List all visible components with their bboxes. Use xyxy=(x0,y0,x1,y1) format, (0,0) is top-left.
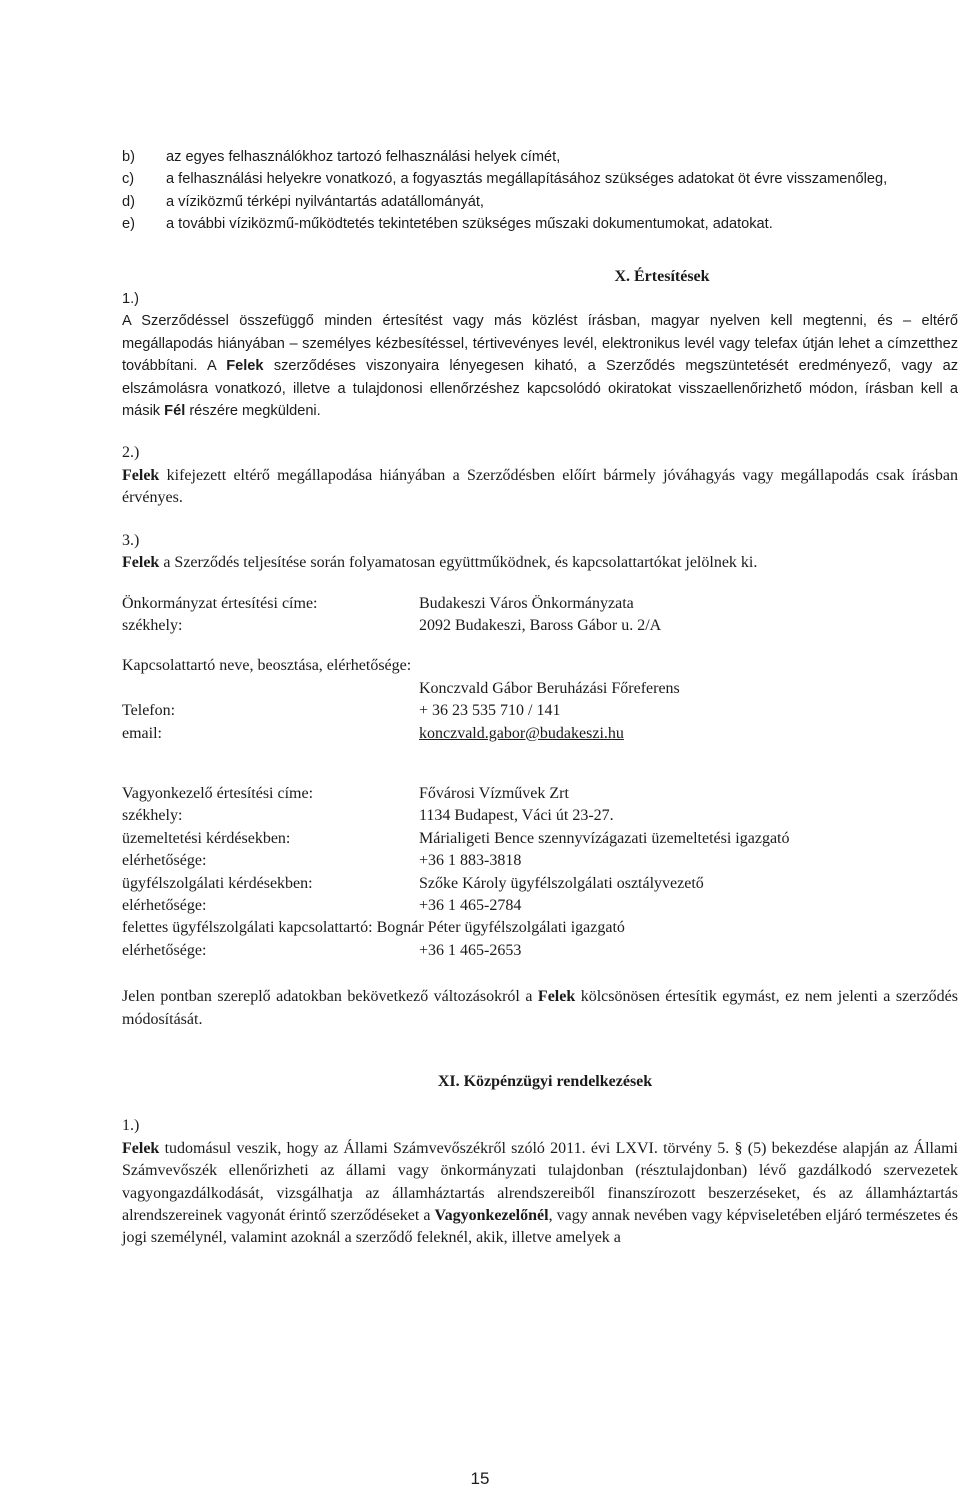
enumerated-list xyxy=(122,146,958,236)
party-term: Felek xyxy=(226,358,264,375)
section-x-item-2-number: 2.) xyxy=(122,444,140,462)
list-text: a felhasználási helyekre vonatkozó, a fogyasztás megállapításához szükséges adatokat öt évre visszamenőleg, xyxy=(166,171,888,188)
list-item xyxy=(122,213,958,235)
party-term: Felek xyxy=(537,988,576,1006)
onkormanyzat-contact-block xyxy=(122,593,958,638)
list-marker: e) xyxy=(122,216,135,233)
page-number: 15 xyxy=(470,1469,490,1488)
list-item xyxy=(122,191,958,213)
contact-row xyxy=(122,783,958,805)
contact-label: Önkormányzat értesítési címe: xyxy=(122,594,318,612)
contact-value: +36 1 465-2784 xyxy=(419,896,522,914)
contact-value: 2092 Budakeszi, Baross Gábor u. 2/A xyxy=(419,616,662,634)
section-xi-item-1-text: Felek tudomásul veszik, hogy az Állami Számvevőszékről szóló 2011. évi LXVI. törvény 5. § (5) bekezdése alapján az Állami Számvevőszék ellenőrizheti az állami vagy önkormányzati tulajdonban (résztulajdonban) lévő gazdálkodó szervezetek vagyongazdálkodását, vizsgálhatja az államháztartás alrendszereiből finanszírozott beszerzéseket, és az államháztartás alrendszereinek vagyonát érintő szerződéseket a Vagyonkezelőnél, vagy annak nevében vagy képviseletében eljáró természetes és jogi személynél, valamint azoknál a szerződő feleknél, akik, illetve amelyek a xyxy=(122,1139,959,1247)
party-term: Felek xyxy=(122,1139,160,1157)
change-notice-paragraph: Jelen pontban szereplő adatokban bekövetkező változásokról a Felek kölcsönösen értesítik egymást, ez nem jelenti a szerződés módosítását. xyxy=(122,988,959,1028)
section-xi-item-1-number: 1.) xyxy=(122,1117,140,1135)
contact-title: Kapcsolattartó neve, beosztása, elérhetősége: xyxy=(122,657,412,675)
list-item xyxy=(122,146,958,168)
contact-label: Vagyonkezelő értesítési címe: xyxy=(122,784,314,802)
contact-row xyxy=(122,805,958,827)
contact-row xyxy=(122,700,958,722)
section-x-item-3-text: Felek a Szerződés teljesítése során folyamatosan együttműködnek, és kapcsolattartókat jelölnek ki. xyxy=(122,554,758,572)
contact-row xyxy=(122,895,958,917)
contact-label: email: xyxy=(122,724,162,742)
contact-value: Fővárosi Vízművek Zrt xyxy=(419,784,569,802)
party-term: Fél xyxy=(164,403,186,420)
onkormanyzat-contact-person-block xyxy=(122,655,958,745)
contact-label: elérhetősége: xyxy=(122,941,207,959)
contact-value: +36 1 465-2653 xyxy=(419,941,522,959)
contact-email-link[interactable]: konczvald.gabor@budakeszi.hu xyxy=(419,724,624,742)
supervisor-contact-line: felettes ügyfélszolgálati kapcsolattartó: Bognár Péter ügyfélszolgálati igazgató xyxy=(122,919,625,937)
section-x-item-3-number: 3.) xyxy=(122,531,140,549)
contact-label: elérhetősége: xyxy=(122,896,207,914)
contact-phone: + 36 23 535 710 / 141 xyxy=(419,702,561,720)
document-body xyxy=(122,146,958,1250)
contact-row xyxy=(122,615,958,637)
list-item xyxy=(122,168,958,190)
list-marker: c) xyxy=(122,171,135,188)
contact-value: 1134 Budapest, Váci út 23-27. xyxy=(419,807,614,825)
contact-row xyxy=(122,723,958,745)
party-term: Felek xyxy=(122,554,160,572)
contact-label: elérhetősége: xyxy=(122,852,207,870)
contact-label: székhely: xyxy=(122,807,183,825)
contact-row xyxy=(122,940,958,962)
contact-label: ügyfélszolgálati kérdésekben: xyxy=(122,874,313,892)
contact-label: Telefon: xyxy=(122,702,176,720)
vagyonkezelo-contact-block xyxy=(122,783,958,962)
contact-label: székhely: xyxy=(122,616,183,634)
contact-label: üzemeltetési kérdésekben: xyxy=(122,829,291,847)
contact-value: +36 1 883-3818 xyxy=(419,852,522,870)
contact-value: Szőke Károly ügyfélszolgálati osztályvezető xyxy=(419,874,704,892)
list-text: az egyes felhasználókhoz tartozó felhasználási helyek címét, xyxy=(166,149,561,165)
list-text: a további víziközmű-működtetés tekintetében szükséges műszaki dokumentumokat, adatokat. xyxy=(166,216,773,233)
party-term: Felek xyxy=(122,466,160,484)
section-x-item-1-number: 1.) xyxy=(122,291,140,308)
section-x-heading: X. Értesítések xyxy=(614,267,710,285)
contact-row xyxy=(122,828,958,850)
entity-term: Vagyonkezelőnél xyxy=(434,1207,549,1225)
contact-value: Márialigeti Bence szennyvízágazati üzemeltetési igazgató xyxy=(419,829,790,847)
contact-row xyxy=(122,850,958,872)
section-x-item-1-text: A Szerződéssel összefüggő minden értesítést vagy más közlést írásban, magyar nyelven kell megtenni, és – eltérő megállapodás hiányában – személyes kézbesítéssel, tértivevényes levél, elektronikus levél vagy telefax útján lehet a címzetthez továbbítani. A Felek szerződéses viszonyaira lényegesen kiható, a Szerződés megszüntetését eredményező, vagy az elszámolásra vonatkozó, illetve a tulajdonosi ellenőrzéshez kapcsolódó okiratokat visszaellenőrizhető módon, írásban kell a másik Fél részére megküldeni. xyxy=(122,313,958,420)
section-x-item-2-text: Felek kifejezett eltérő megállapodása hiányában a Szerződésben előírt bármely jóváhagyás vagy megállapodás csak írásban érvényes. xyxy=(122,466,958,507)
list-text: a víziközmű térképi nyilvántartás adatállományát, xyxy=(166,193,484,210)
list-marker: b) xyxy=(122,149,135,165)
contact-name: Konczvald Gábor Beruházási Főreferens xyxy=(419,679,680,697)
contact-row xyxy=(122,593,958,615)
list-marker: d) xyxy=(122,193,135,210)
contact-value: Budakeszi Város Önkormányzata xyxy=(419,594,634,612)
section-xi-heading: XI. Közpénzügyi rendelkezések xyxy=(437,1073,653,1090)
contact-row xyxy=(122,873,958,895)
